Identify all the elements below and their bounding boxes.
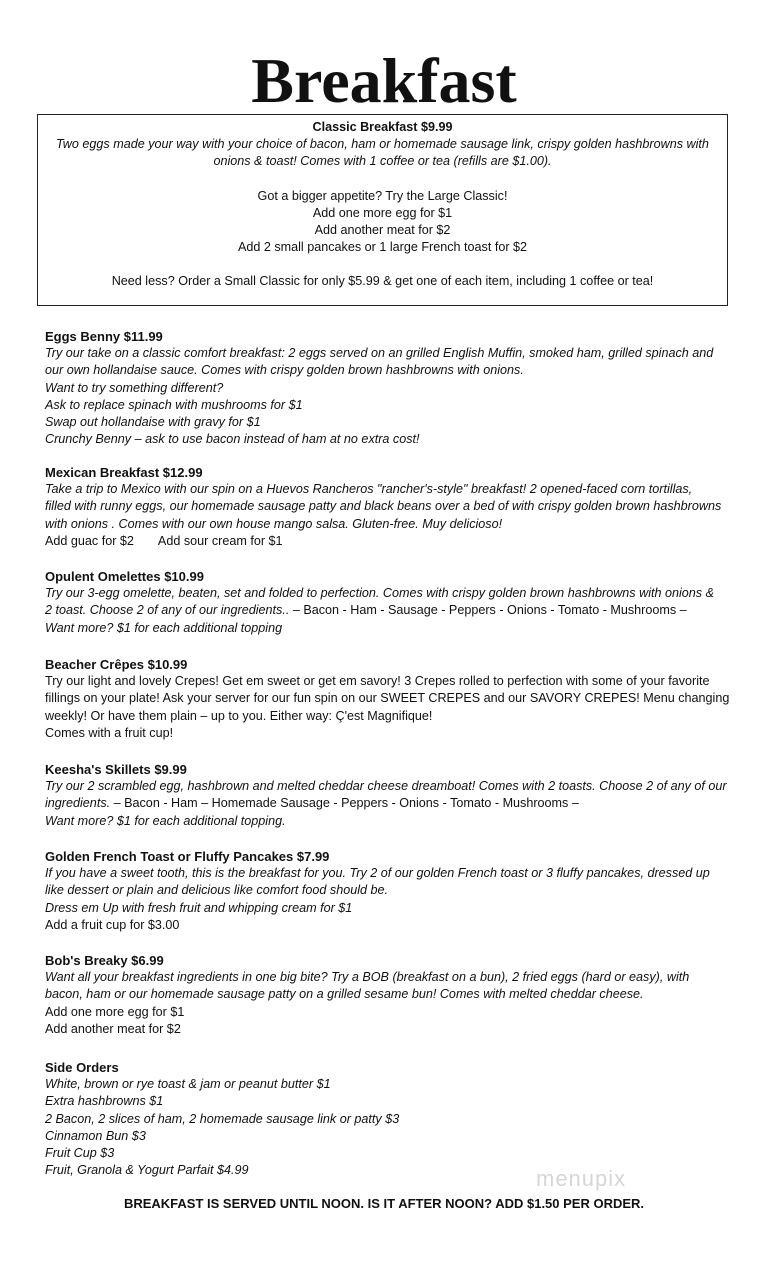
footer-note: BREAKFAST IS SERVED UNTIL NOON. IS IT AFTER NOON? ADD $1.50 PER ORDER.: [123, 1196, 645, 1211]
classic-breakfast-box: [37, 114, 728, 306]
bobs-line: Want all your breakfast ingredients in one big bite? Try a BOB (breakfast on a bun), 2 fried eggs (hard or easy), with: [45, 970, 690, 985]
bobs-heading: Bob's Breaky $6.99: [45, 953, 164, 968]
eggs-benny-line: Want to try something different?: [45, 380, 224, 395]
mexican-line: Take a trip to Mexico with our spin on a Huevos Rancheros "rancher's-style" breakfast! 2 opened-faced corn tortillas,: [45, 482, 693, 497]
skillets-line: Want more? $1 for each additional topping.: [45, 813, 286, 828]
eggs-benny-line: Try our take on a classic comfort breakfast: 2 eggs served on an grilled English Muffin, smoked ham, grilled spinach and: [45, 346, 714, 361]
mexican-addon-guac: Add guac for $2: [45, 533, 134, 548]
crepes-section: [45, 656, 735, 742]
french-toast-line: Dress em Up with fresh fruit and whipping cream for $1: [45, 900, 353, 915]
skillets-section: [45, 761, 735, 830]
side-orders-section: [45, 1059, 735, 1179]
mexican-addon-sour-cream: Add sour cream for $1: [157, 533, 283, 548]
crepes-line: fillings on your plate! Ask your server for our fun spin on our SWEET CREPES and our SAVORY CREPES! Menu changing: [45, 691, 730, 706]
crepes-line: Try our light and lovely Crepes! Get em sweet or get em savory! 3 Crepes rolled to perfection with some of your favorite: [45, 674, 710, 689]
skillets-ingredients: [45, 795, 735, 812]
omelettes-ingredient-list: – Bacon - Ham - Sausage - Peppers - Onions - Tomato - Mushrooms –: [289, 603, 687, 618]
large-classic-option-1: Add one more egg for $1: [312, 205, 453, 220]
french-toast-section: [45, 848, 735, 934]
omelettes-ingredients: [45, 602, 735, 619]
omelettes-choose-text: 2 toast. Choose 2 of any of our ingredients..: [45, 603, 290, 618]
classic-desc-line-1: Two eggs made your way with your choice of bacon, ham or homemade sausage link, crispy golden hashbrowns with: [56, 137, 709, 152]
mexican-line: with onions . Comes with our own house mango salsa. Gluten-free. Muy delicioso!: [45, 516, 503, 531]
small-classic-note: Need less? Order a Small Classic for only $5.99 & get one of each item, including 1 coffee or tea!: [111, 274, 654, 289]
eggs-benny-line: Crunchy Benny – ask to use bacon instead of ham at no extra cost!: [45, 432, 420, 447]
classic-heading: Classic Breakfast $9.99: [312, 120, 453, 134]
eggs-benny-line: Ask to replace spinach with mushrooms for $1: [45, 397, 303, 412]
french-toast-line: If you have a sweet tooth, this is the breakfast for you. Try 2 of our golden French toast or 3 fluffy pancakes, dressed up: [45, 866, 710, 881]
omelettes-line: Want more? $1 for each additional topping: [45, 620, 283, 635]
side-item: Fruit Cup $3: [45, 1146, 115, 1161]
omelettes-section: [45, 568, 735, 637]
page-title: Breakfast: [251, 45, 517, 116]
eggs-benny-line: our own hollandaise sauce. Comes with crispy golden brown hashbrowns with onions.: [45, 363, 524, 378]
skillets-ingredients-label: ingredients.: [45, 796, 111, 811]
mexican-heading: Mexican Breakfast $12.99: [45, 465, 203, 480]
menupix-watermark: menupix: [536, 1166, 627, 1191]
crepes-line: weekly! Or have them plain – up to you. Either way: Ç'est Magnifique!: [45, 708, 433, 723]
eggs-benny-section: [45, 328, 735, 448]
omelettes-heading: Opulent Omelettes $10.99: [45, 569, 204, 584]
bobs-line: Add another meat for $2: [45, 1021, 181, 1036]
french-toast-heading: Golden French Toast or Fluffy Pancakes $7.99: [45, 849, 330, 864]
french-toast-line: like dessert or plain and delicious like comfort food should be.: [45, 883, 389, 898]
large-classic-intro: Got a bigger appetite? Try the Large Classic!: [257, 188, 508, 203]
skillets-heading: Keesha's Skillets $9.99: [45, 762, 187, 777]
bobs-line: bacon, ham or our homemade sausage patty on a grilled sesame bun! Comes with melted cheddar cheese.: [45, 987, 644, 1002]
side-item: White, brown or rye toast & jam or peanut butter $1: [45, 1077, 331, 1092]
large-classic-option-2: Add another meat for $2: [314, 223, 451, 238]
mexican-addons: [45, 533, 735, 550]
side-item: Fruit, Granola & Yogurt Parfait $4.99: [45, 1163, 249, 1178]
bobs-breaky-section: [45, 952, 735, 1038]
bobs-line: Add one more egg for $1: [45, 1004, 185, 1019]
side-item: Cinnamon Bun $3: [45, 1128, 146, 1143]
large-classic-option-3: Add 2 small pancakes or 1 large French toast for $2: [237, 240, 528, 255]
french-toast-line: Add a fruit cup for $3.00: [45, 917, 180, 932]
mexican-line: filled with runny eggs, our homemade sausage patty and black beans over a bed of with crispy golden brown hashbrowns: [45, 499, 722, 514]
omelettes-line: Try our 3-egg omelette, beaten, set and folded to perfection. Comes with crispy golden brown hashbrowns with onions &: [45, 586, 714, 601]
mexican-breakfast-section: [45, 464, 735, 550]
skillets-line: Try our 2 scrambled egg, hashbrown and melted cheddar cheese dreamboat! Comes with 2 toasts. Choose 2 of any of our: [45, 779, 727, 794]
crepes-heading: Beacher Crêpes $10.99: [45, 657, 188, 672]
eggs-benny-line: Swap out hollandaise with gravy for $1: [45, 415, 261, 430]
sides-heading: Side Orders: [45, 1060, 119, 1075]
side-item: Extra hashbrowns $1: [45, 1094, 164, 1109]
skillets-ingredient-list: – Bacon - Ham – Homemade Sausage - Peppers - Onions - Tomato - Mushrooms –: [110, 796, 579, 811]
crepes-line: Comes with a fruit cup!: [45, 725, 174, 740]
side-item: 2 Bacon, 2 slices of ham, 2 homemade sausage link or patty $3: [45, 1111, 400, 1126]
eggs-benny-heading: Eggs Benny $11.99: [45, 329, 163, 344]
classic-desc-line-2: onions & toast! Comes with 1 coffee or tea (refills are $1.00).: [213, 154, 552, 169]
